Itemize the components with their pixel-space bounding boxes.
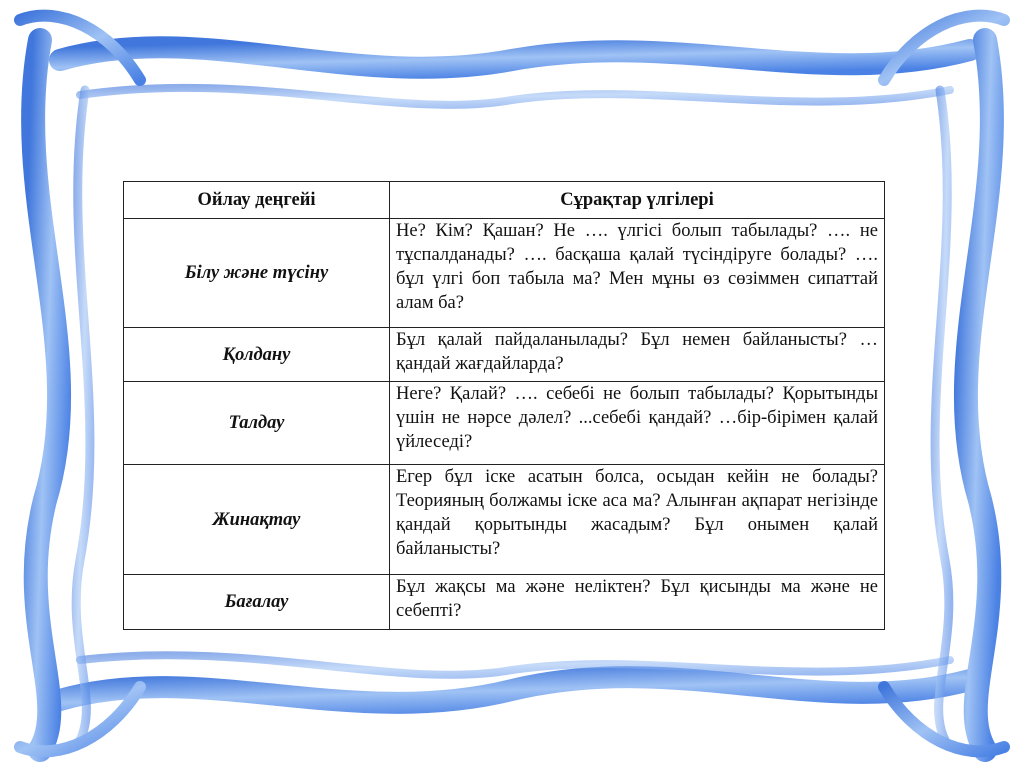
table-row xyxy=(124,575,885,630)
questions-cell: Бұл қалай пайдаланылады? Бұл немен байланысты? … қандай жағдайларда? xyxy=(390,328,885,382)
table-row xyxy=(124,328,885,382)
level-cell: Қолдану xyxy=(124,328,390,382)
level-cell: Талдау xyxy=(124,382,390,465)
questions-cell: Не? Кім? Қашан? Не …. үлгісі болып табылады? …. не тұспалданады? …. басқаша қалай түсіндіруге болады? …. бұл үлгі боп табыла ма? Мен мұны өз сөзіммен сипаттай алам ба? xyxy=(390,219,885,328)
level-cell: Жинақтау xyxy=(124,465,390,575)
table-row xyxy=(124,219,885,328)
table-header-row xyxy=(124,182,885,219)
header-question-examples: Сұрақтар үлгілері xyxy=(390,182,885,219)
questions-cell: Егер бұл іске асатын болса, осыдан кейін не болады? Теорияның болжамы іске аса ма? Алынған ақпарат негізінде қандай қорытынды жасадым? Бұл онымен қалай байланысты? xyxy=(390,465,885,575)
header-thinking-level: Ойлау деңгейі xyxy=(124,182,390,219)
level-cell: Білу және түсіну xyxy=(124,219,390,328)
table-row xyxy=(124,382,885,465)
questions-cell: Неге? Қалай? …. себебі не болып табылады? Қорытынды үшін не нәрсе дәлел? ...себебі қандай? …бір-бірімен қалай үйлеседі? xyxy=(390,382,885,465)
questions-cell: Бұл жақсы ма және неліктен? Бұл қисынды ма және не себепті? xyxy=(390,575,885,630)
thinking-levels-table xyxy=(123,181,885,630)
level-cell: Бағалау xyxy=(124,575,390,630)
table-row xyxy=(124,465,885,575)
